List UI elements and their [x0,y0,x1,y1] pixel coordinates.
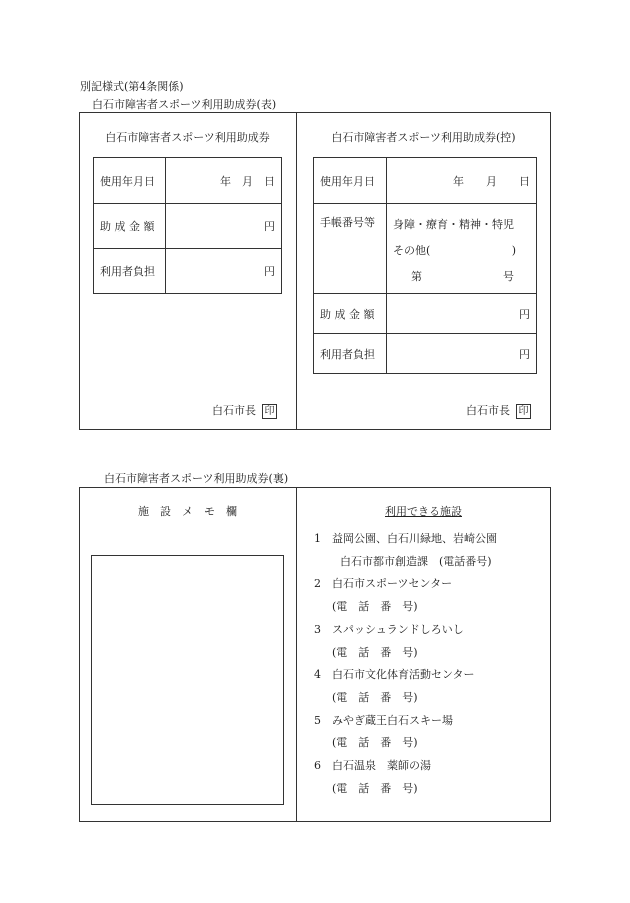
front-right-mayor [466,402,531,419]
burden-row [94,249,282,294]
stub-amount-value: 円 [387,294,537,334]
facility-item [314,664,497,709]
stub-burden-label: 利用者負担 [314,334,387,374]
memo-title: 施 設 メ モ 欄 [138,505,237,518]
other-open: その他( [393,244,431,257]
facility-item [314,755,497,800]
facility-contact: (電 話 番 号) [332,736,418,750]
stub-date-value: 年 月 日 [387,158,537,204]
notebook-row [314,204,537,294]
other-close: ) [511,244,516,257]
facility-item [314,710,497,755]
front-right-title: 白石市障害者スポーツ利用助成券(控) [331,131,516,144]
memo-box [91,555,284,805]
back-title: 白石市障害者スポーツ利用助成券(裏) [104,472,289,485]
front-title: 白石市障害者スポーツ利用助成券(表) [92,98,277,111]
seal-stamp: 印 [262,404,277,419]
facility-name: 4 白石市文化体育活動センター [314,668,475,682]
stub-mayor-label: 白石市長 [466,404,510,417]
facility-item [314,528,497,573]
stub-burden-value: 円 [387,334,537,374]
notebook-cell [387,204,537,294]
facility-contact: (電 話 番 号) [332,781,418,795]
burden-label: 利用者負担 [94,249,166,294]
stub-amount-row [314,294,537,334]
facility-name: 6 白石温泉 薬師の湯 [314,759,431,773]
form-label: 別記様式(第4条関係) [80,80,184,93]
front-left-mayor [212,402,277,419]
amount-row [94,204,282,249]
number-prefix: 第 [411,270,422,283]
notebook-label: 手帳番号等 [314,204,387,294]
facility-name: 5 みやぎ蔵王白石スキー場 [314,713,453,727]
facilities-list [314,528,497,800]
facility-name: 3 スパッシュランドしろいし [314,622,464,636]
date-row [94,158,282,204]
amount-label: 助 成 金 額 [94,204,166,249]
facility-item [314,619,497,664]
mayor-label: 白石市長 [212,404,256,417]
front-left-title: 白石市障害者スポーツ利用助成券 [105,131,270,144]
facility-name: 2 白石市スポーツセンター [314,577,453,591]
facility-contact: (電 話 番 号) [332,690,418,704]
stub-date-row [314,158,537,204]
amount-value: 円 [166,204,282,249]
notebook-line3 [393,264,530,290]
facility-name: 1 益岡公園、白石川緑地、岩崎公園 [314,532,497,545]
number-suffix: 号 [503,270,514,283]
stub-burden-row [314,334,537,374]
date-value: 年 月 日 [166,158,282,204]
date-label: 使用年月日 [94,158,166,204]
stub-date-label: 使用年月日 [314,158,387,204]
facility-item [314,573,497,618]
front-right-table [313,157,537,374]
notebook-line2 [393,238,530,264]
facility-contact: 白石市都市創造課 (電話番号) [340,554,492,568]
burden-value: 円 [166,249,282,294]
front-left-table [93,157,282,294]
back-divider [296,487,297,822]
facility-contact: (電 話 番 号) [332,600,418,614]
front-divider [296,112,297,430]
facility-contact: (電 話 番 号) [332,645,418,659]
facilities-title: 利用できる施設 [385,505,462,518]
stub-amount-label: 助 成 金 額 [314,294,387,334]
stub-seal-stamp: 印 [516,404,531,419]
notebook-line1: 身障・療育・精神・特児 [393,218,514,231]
